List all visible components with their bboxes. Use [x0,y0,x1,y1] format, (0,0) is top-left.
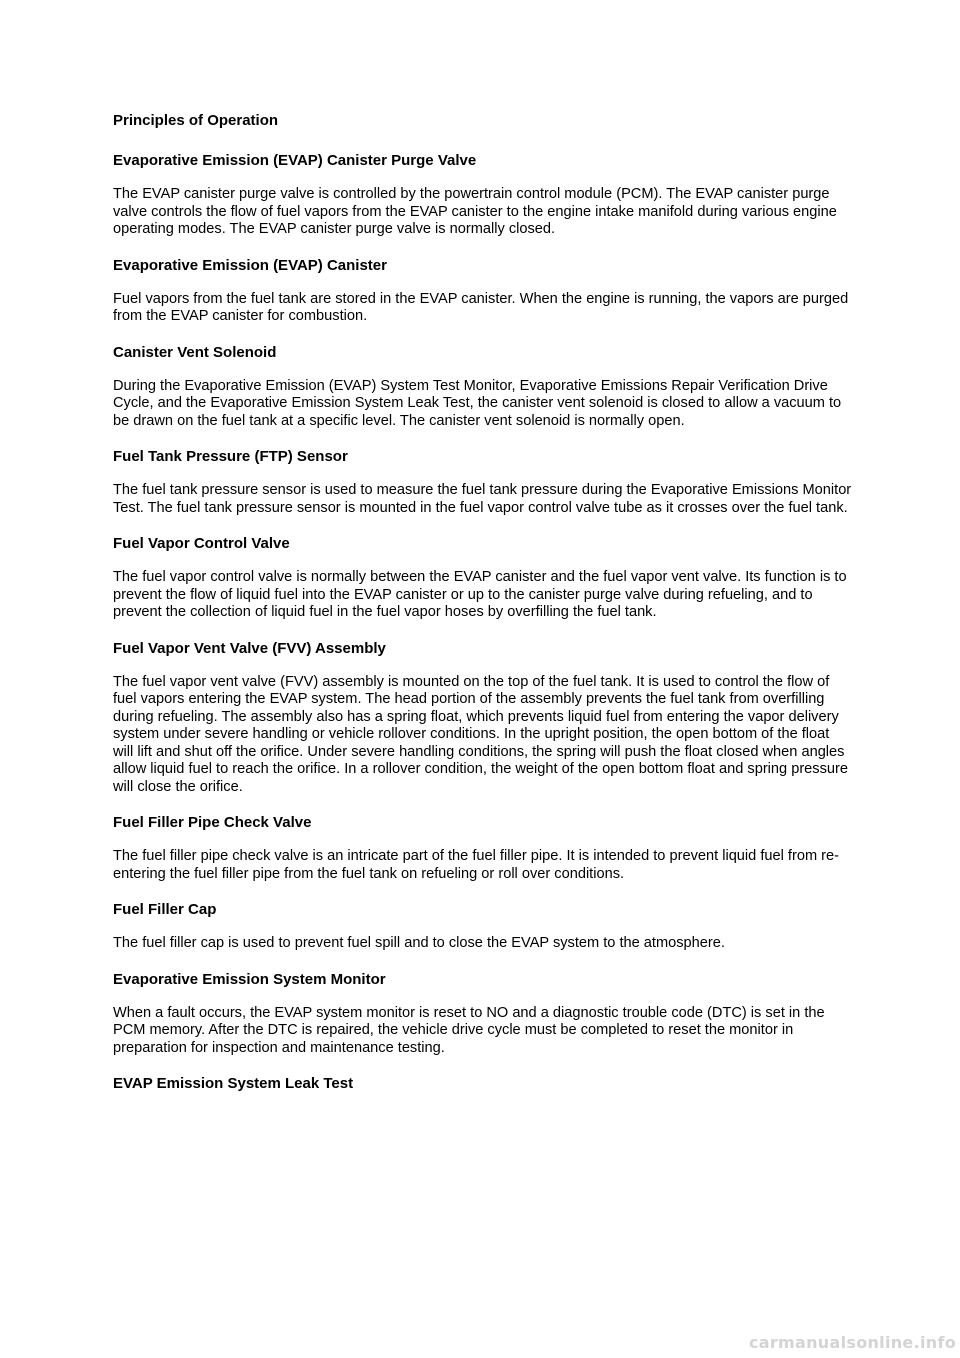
section-body-ftp-sensor: The fuel tank pressure sensor is used to measure the fuel tank pressure during the Evaporative Emissions Monitor Test. The fuel tank pressure sensor is mounted in the fuel vapor control valve tube as it crosses over the fuel tank. [113,482,852,516]
section-body-system-monitor: When a fault occurs, the EVAP system monitor is reset to NO and a diagnostic trouble code (DTC) is set in the PCM memory. After the DTC is repaired, the vehicle drive cycle must be completed to reset the monitor in preparation for inspection and maintenance testing. [113,1004,825,1056]
section-heading-purge-valve: Evaporative Emission (EVAP) Canister Purge Valve [113,152,477,169]
section-heading-filler-cap: Fuel Filler Cap [113,901,217,918]
section-body-fvv-assembly: The fuel vapor vent valve (FVV) assembly is mounted on the top of the fuel tank. It is used to control the flow of fuel vapors entering the EVAP system. The head portion of the assembly prevents the fuel tank from overfilling during refueling. The assembly also has a spring float, which prevents liquid fuel from entering the vapor delivery system under severe handling or vehicle rollover conditions. In the upright position, the open bottom of the float will lift and shut off the orifice. Under severe handling conditions, the spring will push the float closed when angles allow liquid fuel to reach the orifice. In a rollover condition, the weight of the open bottom float and spring pressure will close the orifice. [113,673,848,795]
section-body-filler-cap: The fuel filler cap is used to prevent fuel spill and to close the EVAP system to the atmosphere. [113,935,725,951]
section-heading-fvv-assembly: Fuel Vapor Vent Valve (FVV) Assembly [113,639,386,657]
section-heading-ftp-sensor: Fuel Tank Pressure (FTP) Sensor [113,448,348,465]
section-body-evap-canister: Fuel vapors from the fuel tank are stored in the EVAP canister. When the engine is running, the vapors are purged from the EVAP canister for combustion. [113,290,849,324]
section-heading-leak-test: EVAP Emission System Leak Test [113,1075,354,1092]
section-heading-system-monitor: Evaporative Emission System Monitor [113,970,386,988]
section-body-filler-pipe-check-valve: The fuel filler pipe check valve is an intricate part of the fuel filler pipe. It is intended to prevent liquid fuel from re-entering the fuel filler pipe from the fuel tank on refueling or roll over conditions. [113,848,840,882]
section-heading-vapor-control-valve: Fuel Vapor Control Valve [113,535,290,552]
section-body-purge-valve: The EVAP canister purge valve is controlled by the powertrain control module (PCM). The EVAP canister purge valve controls the flow of fuel vapors from the EVAP canister to the engine intake manifold during various engine operating modes. The EVAP canister purge valve is normally closed. [113,186,837,237]
document-page [113,112,853,1093]
section-heading-filler-pipe-check-valve: Fuel Filler Pipe Check Valve [113,814,312,831]
section-heading-vent-solenoid: Canister Vent Solenoid [113,343,277,361]
section-body-vapor-control-valve: The fuel vapor control valve is normally between the EVAP canister and the fuel vapor vent valve. Its function is to prevent the flow of liquid fuel into the EVAP canister or up to the canister purge valve during refueling, and to prevent the collection of liquid fuel in the fuel vapor hoses by overfilling the fuel tank. [113,569,847,620]
section-body-vent-solenoid: During the Evaporative Emission (EVAP) System Test Monitor, Evaporative Emissions Repair Verification Drive Cycle, and the Evaporative Emission System Leak Test, the canister vent solenoid is closed to allow a vacuum to be drawn on the fuel tank at a specific level. The canister vent solenoid is normally open. [113,377,842,429]
page-title: Principles of Operation [113,112,279,129]
section-heading-evap-canister: Evaporative Emission (EVAP) Canister [113,256,387,274]
watermark: carmanualsonline.info [748,1333,956,1352]
